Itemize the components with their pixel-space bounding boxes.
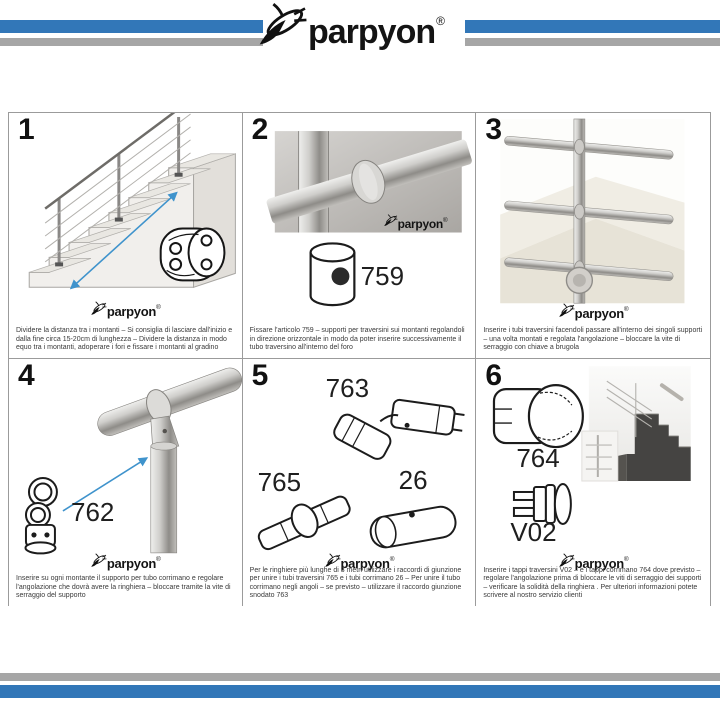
parpyon-bird-icon	[383, 214, 398, 227]
mini-registered: ®	[389, 556, 395, 563]
mini-registered: ®	[156, 556, 161, 563]
panel-2-caption: Fissare l'articolo 759 – supporti per traversini sui montanti regolandoli in direzione orizzontale in modo da poter inserire successivamente il tubo traversino all'interno del foro	[249, 327, 465, 351]
panel-5	[243, 359, 477, 606]
crossbar-support-photo	[243, 113, 476, 358]
part-label-764: 764	[516, 443, 560, 473]
parpyon-bird-icon	[324, 553, 341, 568]
part-759-drawing	[310, 243, 354, 305]
panel-4-logo	[9, 553, 242, 570]
brand-name: parpyon	[308, 13, 436, 51]
staircase-photo	[582, 366, 691, 481]
panel-2	[243, 113, 477, 359]
panel-4	[9, 359, 243, 606]
parpyon-bird-icon	[558, 553, 575, 568]
instruction-grid	[8, 112, 711, 606]
panel-6-number: 6	[485, 359, 503, 392]
brand-logo	[256, 2, 445, 49]
panel-6	[476, 359, 710, 606]
part-label-759: 759	[360, 261, 405, 291]
photo-watermark-logo	[383, 214, 448, 230]
panel-1-caption: Dividere la distanza tra i montanti – Si consiglia di lasciare dall'inizio e dalla fine circa 15-20cm di lunghezza – Dividere la distanza in modo equo tra i montanti, adoperare i fori e fissare i montanti al gradino	[16, 327, 233, 351]
registered-mark: ®	[436, 14, 445, 28]
panel-1-logo	[9, 301, 242, 318]
mini-brand: parpyon	[397, 217, 443, 231]
panel-1-number: 1	[18, 113, 35, 146]
parpyon-bird-icon	[90, 553, 107, 568]
panel-2-number: 2	[251, 113, 269, 146]
crossbars-on-post-photo	[476, 113, 710, 358]
panel-5-number: 5	[251, 359, 269, 392]
panel-4-caption: Inserire su ogni montante il supporto per tubo corrimano e regolare l'angolazione che dovrà avere la ringhiera – bloccare tramite la vite di serraggio del supporto	[16, 575, 231, 599]
panel-3-caption: Inserire i tubi traversini facendoli passare all'interno dei singoli supporti – una volta montati e regolata l'angolazione – bloccare la vite di serraggio con chiave a brugola	[483, 327, 703, 351]
panel-4-number: 4	[18, 359, 35, 392]
panel-6-caption: Inserire i tappi traversini V02 – e i tappi corrimano 764 dove previsto – regolare l'angolazione prima di bloccare le viti di serraggio dei supporti – verificare la solidità della ringhiera . Per ulteriori informazioni potete scrivere al nostro servizio clienti	[483, 567, 702, 599]
header-bar-blue-right	[465, 20, 720, 33]
part-763-drawing	[331, 399, 465, 462]
mini-registered: ®	[156, 304, 161, 311]
mini-brand: parpyon	[574, 556, 624, 571]
staircase-illustration	[9, 113, 242, 358]
support-bracket-drawing	[161, 229, 225, 281]
footer-bar-gray	[0, 673, 720, 681]
mini-brand: parpyon	[574, 306, 624, 321]
part-26-drawing	[368, 504, 458, 549]
mini-registered: ®	[623, 306, 629, 313]
panel-3-logo	[476, 303, 710, 320]
mini-brand: parpyon	[106, 304, 157, 319]
mini-brand: parpyon	[340, 556, 390, 571]
part-label-765: 765	[257, 467, 302, 497]
part-label-762: 762	[71, 497, 115, 527]
inset-photo	[582, 431, 618, 481]
parpyon-bird-icon	[256, 2, 308, 48]
mini-registered: ®	[442, 217, 448, 224]
part-label-v02: V02	[510, 517, 557, 547]
part-label-763: 763	[325, 373, 370, 403]
mini-registered: ®	[623, 556, 629, 563]
panel-3	[476, 113, 710, 359]
parpyon-bird-icon	[558, 303, 575, 318]
header-bar-gray-right	[465, 38, 720, 46]
part-765-drawing	[256, 494, 351, 551]
part-764-drawing	[494, 385, 583, 447]
panel-1	[9, 113, 243, 359]
panel-3-number: 3	[485, 113, 503, 146]
footer-bar-blue	[0, 685, 720, 698]
header-bar-gray-left	[0, 38, 263, 46]
panel-5-caption: Per le ringhiere più lunghe di 3 metri utilizzare i raccordi di giunzione per unire i tubi traversini 765 e i tubi corrimano 26 – Per unire il tubo corrimano negli angoli – se previsto – utilizzare il raccordo giunzione snodato 763	[249, 567, 462, 599]
parpyon-bird-icon	[90, 301, 107, 316]
part-label-26: 26	[398, 465, 428, 495]
mini-brand: parpyon	[106, 556, 157, 571]
header-bar-blue-left	[0, 20, 263, 33]
part-762-drawing	[25, 478, 56, 553]
